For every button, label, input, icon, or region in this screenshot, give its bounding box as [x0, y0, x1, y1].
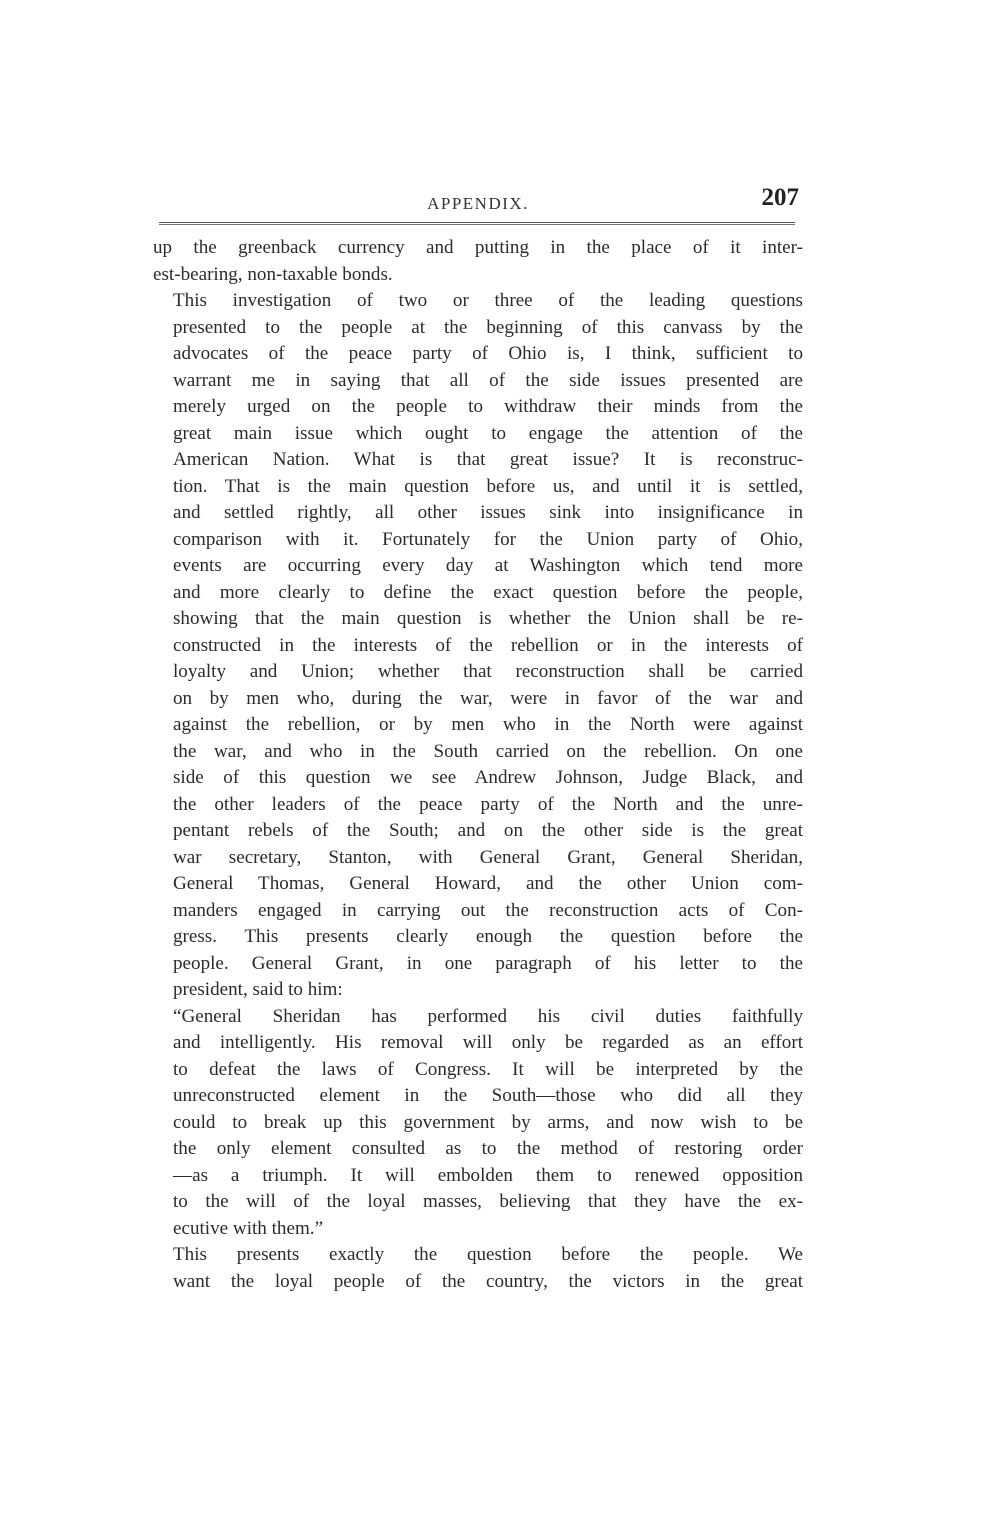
text-line: war secretary, Stanton, with General Grant, General Sheridan,: [173, 846, 803, 868]
paragraph: [153, 235, 803, 288]
text-line: and intelligently. His removal will only be regarded as an effort: [173, 1032, 803, 1053]
text-line: comparison with it. Fortunately for the Union party of Ohio,: [173, 528, 803, 550]
text-line: est-bearing, non-taxable bonds.: [153, 263, 393, 285]
book-page: [153, 180, 803, 1295]
text-line: This presents exactly the question before the people. We: [173, 1244, 803, 1265]
text-line: manders engaged in carrying out the reconstruction acts of Con-: [173, 899, 803, 921]
text-line: gress. This presents clearly enough the question before the: [173, 926, 803, 947]
paragraph: [153, 288, 803, 1004]
text-line: presented to the people at the beginning of this canvass by the: [173, 316, 803, 338]
text-line: on by men who, during the war, were in favor of the war and: [173, 687, 803, 709]
header-rule: [159, 222, 795, 225]
text-line: the war, and who in the South carried on the rebellion. On one: [173, 740, 803, 762]
text-line: the other leaders of the peace party of the North and the unre-: [173, 793, 803, 815]
text-line: “General Sheridan has performed his civil duties faithfully: [173, 1005, 803, 1027]
running-title: APPENDIX.: [427, 194, 529, 213]
paragraph: [153, 1242, 803, 1295]
text-line: and settled rightly, all other issues sink into insignificance in: [173, 502, 803, 523]
page-number: 207: [761, 184, 799, 211]
text-line: could to break up this government by arms, and now wish to be: [173, 1111, 803, 1133]
text-line: pentant rebels of the South; and on the other side is the great: [173, 820, 803, 841]
text-line: events are occurring every day at Washington which tend more: [173, 555, 803, 576]
text-line: unreconstructed element in the South—those who did all they: [173, 1085, 803, 1106]
text-line: side of this question we see Andrew Johnson, Judge Black, and: [173, 767, 803, 788]
text-line: to defeat the laws of Congress. It will be interpreted by the: [173, 1058, 803, 1080]
text-line: people. General Grant, in one paragraph of his letter to the: [173, 952, 803, 974]
text-line: merely urged on the people to withdraw their minds from the: [173, 396, 803, 417]
text-line: This investigation of two or three of the leading questions: [173, 290, 803, 311]
text-line: General Thomas, General Howard, and the other Union com-: [173, 873, 803, 894]
text-line: president, said to him:: [173, 979, 343, 1000]
text-line: —as a triumph. It will embolden them to renewed opposition: [173, 1164, 803, 1186]
text-line: tion. That is the main question before us, and until it is settled,: [173, 475, 803, 497]
text-line: American Nation. What is that great issue? It is reconstruc-: [173, 449, 803, 470]
text-line: ecutive with them.”: [173, 1217, 324, 1239]
text-line: and more clearly to define the exact question before the people,: [173, 581, 803, 603]
paragraph: [153, 1004, 803, 1243]
text-line: great main issue which ought to engage the attention of the: [173, 422, 803, 444]
body-text: [153, 235, 803, 1295]
text-line: constructed in the interests of the rebellion or in the interests of: [173, 634, 803, 656]
running-head: [153, 180, 803, 220]
text-line: to the will of the loyal masses, believing that they have the ex-: [173, 1191, 803, 1212]
text-line: loyalty and Union; whether that reconstruction shall be carried: [173, 661, 803, 682]
text-line: the only element consulted as to the method of restoring order: [173, 1138, 803, 1159]
text-line: against the rebellion, or by men who in the North were against: [173, 714, 803, 735]
text-line: warrant me in saying that all of the side issues presented are: [173, 369, 803, 391]
text-line: up the greenback currency and putting in the place of it inter-: [153, 237, 803, 258]
text-line: want the loyal people of the country, the victors in the great: [173, 1270, 803, 1292]
text-line: advocates of the peace party of Ohio is, I think, sufficient to: [173, 343, 803, 364]
text-line: showing that the main question is whether the Union shall be re-: [173, 608, 803, 629]
